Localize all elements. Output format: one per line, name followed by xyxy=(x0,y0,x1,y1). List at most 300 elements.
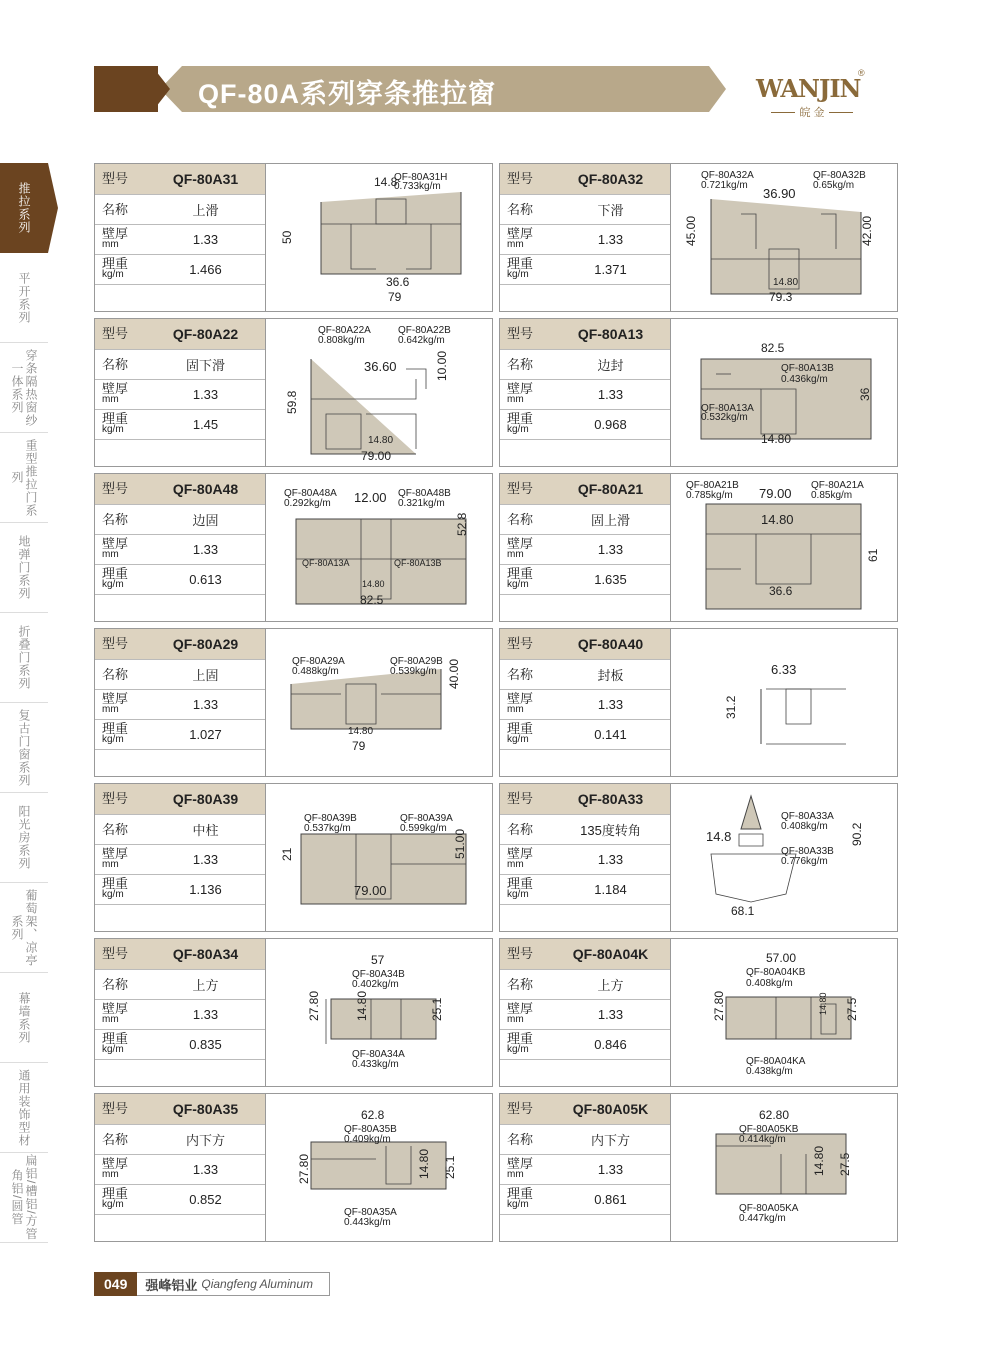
dimension-label: 0.532kg/m xyxy=(701,412,748,423)
dimension-label: 0.409kg/m xyxy=(344,1134,391,1145)
weight-value: 1.371 xyxy=(551,254,670,284)
dimension-label: 0.436kg/m xyxy=(781,374,828,385)
dimension-label: 27.80 xyxy=(712,990,726,1021)
wall-label: 壁厚 xyxy=(507,846,534,861)
model-value: QF-80A48 xyxy=(146,474,265,504)
profile-drawing xyxy=(671,1094,897,1241)
dimension-label: QF-80A13B xyxy=(394,558,442,568)
sidebar-item[interactable] xyxy=(0,253,48,343)
dimension-label: 27.80 xyxy=(307,990,321,1021)
dimension-label: 36 xyxy=(858,387,872,401)
wall-unit: mm xyxy=(102,1014,119,1025)
page-title: QF-80A系列穿条推拉窗 xyxy=(198,79,497,109)
sidebar-item-label: 重型推拉门系列 xyxy=(10,438,38,517)
dimension-label: 52.8 xyxy=(455,512,469,536)
sidebar-item-label: 葡萄架、凉亭系列 xyxy=(10,888,38,967)
sidebar-item[interactable] xyxy=(0,163,48,253)
name-value: 上方 xyxy=(146,969,265,999)
name-value: 135度转角 xyxy=(551,814,670,844)
profile-outline xyxy=(331,999,436,1039)
profile-svg xyxy=(671,319,897,466)
dimension-label: 14.80 xyxy=(348,726,374,737)
weight-value: 0.835 xyxy=(146,1029,265,1059)
wall-unit: mm xyxy=(102,859,119,870)
dimension-label: 0.447kg/m xyxy=(739,1213,786,1224)
dimension-label: 12.00 xyxy=(354,490,387,505)
profile-svg xyxy=(671,164,897,311)
dimension-label: QF-80A21B xyxy=(686,480,739,491)
name-value: 下滑 xyxy=(551,194,670,224)
wall-value: 1.33 xyxy=(146,534,265,564)
dimension-label: QF-80A34A xyxy=(352,1049,405,1060)
model-value: QF-80A13 xyxy=(551,319,670,349)
wall-value: 1.33 xyxy=(551,534,670,564)
product-card xyxy=(499,163,898,312)
dimension-label: 82.5 xyxy=(761,341,785,355)
dimension-label: 45.00 xyxy=(684,215,698,246)
wall-unit: mm xyxy=(102,1169,119,1180)
dimension-label: QF-80A29B xyxy=(390,656,443,667)
sidebar-item-label: 穿条隔热窗纱一体系列 xyxy=(10,348,38,427)
profile-svg xyxy=(266,164,492,311)
spec-table xyxy=(500,164,670,285)
product-card xyxy=(94,473,493,622)
dimension-label: 0.539kg/m xyxy=(390,666,437,677)
profile-drawing xyxy=(266,784,492,931)
weight-label: 理重 xyxy=(507,1031,534,1046)
dimension-label: 14.80 xyxy=(368,435,394,446)
model-value: QF-80A05K xyxy=(551,1094,670,1124)
wall-label: 壁厚 xyxy=(102,1156,129,1171)
sidebar-item-label: 幕墙系列 xyxy=(17,991,31,1044)
dimension-label: QF-80A21A xyxy=(811,480,864,491)
name-value: 上滑 xyxy=(146,194,265,224)
dimension-label: QF-80A22B xyxy=(398,325,451,336)
model-value: QF-80A40 xyxy=(551,629,670,659)
dimension-label: 14.80 xyxy=(761,512,794,527)
profile-drawing xyxy=(671,164,897,311)
dimension-label: 0.292kg/m xyxy=(284,498,331,509)
name-label: 名称 xyxy=(95,349,146,379)
dimension-label: QF-80A35A xyxy=(344,1207,397,1218)
name-label: 名称 xyxy=(500,504,551,534)
wall-label: 壁厚 xyxy=(102,1001,129,1016)
dimension-label: QF-80A33A xyxy=(781,811,834,822)
dimension-label: 36.60 xyxy=(364,359,397,374)
spec-table xyxy=(95,1094,265,1215)
dimension-label: QF-80A05KB xyxy=(739,1124,799,1135)
dimension-label: 27.80 xyxy=(297,1153,311,1184)
dimension-label: 40.00 xyxy=(447,658,461,689)
model-value: QF-80A31 xyxy=(146,164,265,194)
profile-drawing xyxy=(671,629,897,776)
name-label: 名称 xyxy=(95,969,146,999)
profile-drawing xyxy=(266,939,492,1086)
wall-value: 1.33 xyxy=(551,999,670,1029)
profile-outline xyxy=(741,796,761,829)
dimension-label: QF-80A32A xyxy=(701,170,754,181)
product-card xyxy=(94,783,493,932)
wall-unit: mm xyxy=(102,394,119,405)
weight-label: 理重 xyxy=(102,1186,129,1201)
profile-svg xyxy=(671,629,897,776)
sidebar-item-label: 扁铝/槽铝/方管角铝/圆管 xyxy=(10,1154,38,1241)
model-value: QF-80A39 xyxy=(146,784,265,814)
name-value: 边固 xyxy=(146,504,265,534)
wall-label: 壁厚 xyxy=(507,1001,534,1016)
weight-value: 1.184 xyxy=(551,874,670,904)
weight-value: 1.45 xyxy=(146,409,265,439)
product-card xyxy=(94,318,493,467)
spec-table xyxy=(95,629,265,750)
weight-unit: kg/m xyxy=(507,889,529,900)
profile-svg xyxy=(266,1094,492,1241)
product-card xyxy=(499,783,898,932)
dimension-label: 0.721kg/m xyxy=(701,180,748,191)
name-value: 内下方 xyxy=(146,1124,265,1154)
sidebar-item[interactable] xyxy=(0,973,48,1063)
sidebar-item[interactable] xyxy=(0,613,48,703)
profile-drawing xyxy=(671,784,897,931)
wall-label: 壁厚 xyxy=(507,381,534,396)
wall-label: 壁厚 xyxy=(102,536,129,551)
dimension-label: QF-80A31H xyxy=(394,172,448,183)
weight-unit: kg/m xyxy=(102,1199,124,1210)
name-label: 名称 xyxy=(500,1124,551,1154)
dimension-label: 14.80 xyxy=(417,1148,431,1179)
dimension-label: 59.8 xyxy=(285,390,299,414)
dimension-label: 82.5 xyxy=(360,593,384,607)
profile-svg xyxy=(266,629,492,776)
weight-unit: kg/m xyxy=(507,734,529,745)
dimension-label: QF-80A04KA xyxy=(746,1056,806,1067)
dimension-label: QF-80A35B xyxy=(344,1124,397,1135)
profile-drawing xyxy=(671,319,897,466)
weight-unit: kg/m xyxy=(102,424,124,435)
model-value: QF-80A21 xyxy=(551,474,670,504)
dimension-label: 79.00 xyxy=(361,449,392,463)
dimension-label: QF-80A39A xyxy=(400,813,453,824)
dimension-label: 79.00 xyxy=(759,486,792,501)
weight-label: 理重 xyxy=(507,256,534,271)
spec-table xyxy=(95,164,265,285)
spec-table xyxy=(500,319,670,440)
dimension-label: 14.80 xyxy=(362,579,385,589)
model-label: 型号 xyxy=(95,939,146,969)
weight-label: 理重 xyxy=(507,566,534,581)
profile-outline xyxy=(739,834,763,846)
weight-unit: kg/m xyxy=(102,1044,124,1055)
sidebar-item-label: 推拉系列 xyxy=(17,182,31,234)
dimension-label: 50 xyxy=(280,230,294,244)
weight-unit: kg/m xyxy=(102,889,124,900)
dimension-label: 27.5 xyxy=(838,1152,852,1176)
wall-label: 壁厚 xyxy=(102,846,129,861)
profile-svg xyxy=(266,784,492,931)
dimension-label: 57 xyxy=(371,953,385,967)
dimension-label: 0.402kg/m xyxy=(352,979,399,990)
sidebar-item[interactable] xyxy=(0,703,48,793)
wall-label: 壁厚 xyxy=(507,536,534,551)
dimension-label: 31.2 xyxy=(724,695,738,719)
dimension-label: 51.00 xyxy=(453,828,467,859)
dimension-label: QF-80A04KB xyxy=(746,967,806,978)
dimension-label: 14.80 xyxy=(812,1145,826,1176)
dimension-label: 14.80 xyxy=(761,432,792,446)
dimension-label: 0.65kg/m xyxy=(813,180,855,191)
dimension-label: 21 xyxy=(280,847,294,861)
spec-table xyxy=(95,784,265,905)
sidebar-item[interactable] xyxy=(0,883,48,973)
series-sidebar xyxy=(0,163,48,1243)
name-label: 名称 xyxy=(95,504,146,534)
model-label: 型号 xyxy=(500,164,551,194)
dimension-label: 36.6 xyxy=(769,584,793,598)
logo-registered-mark: ® xyxy=(858,68,865,78)
model-value: QF-80A33 xyxy=(551,784,670,814)
weight-value: 1.027 xyxy=(146,719,265,749)
spec-table xyxy=(500,629,670,750)
sidebar-item[interactable] xyxy=(0,1063,48,1153)
name-label: 名称 xyxy=(95,659,146,689)
profile-svg xyxy=(671,1094,897,1241)
wall-value: 1.33 xyxy=(551,1154,670,1184)
dimension-label: QF-80A33B xyxy=(781,846,834,857)
dimension-label: 0.642kg/m xyxy=(398,335,445,346)
sidebar-item-label: 复古门窗系列 xyxy=(17,708,31,787)
wall-value: 1.33 xyxy=(146,999,265,1029)
spec-table xyxy=(500,1094,670,1215)
dimension-label: 27.5 xyxy=(845,997,859,1021)
dimension-label: 79.00 xyxy=(354,883,387,898)
model-label: 型号 xyxy=(500,629,551,659)
company-name-cn: 强峰铝业 xyxy=(145,1277,198,1293)
product-card xyxy=(499,938,898,1087)
dimension-label: 6.33 xyxy=(771,662,797,677)
weight-unit: kg/m xyxy=(102,269,124,280)
name-value: 上方 xyxy=(551,969,670,999)
model-value: QF-80A29 xyxy=(146,629,265,659)
dimension-label: 0.599kg/m xyxy=(400,823,447,834)
sidebar-item-label: 通用装饰型材 xyxy=(17,1068,31,1147)
sidebar-item-label: 折叠门系列 xyxy=(17,625,31,690)
name-value: 封板 xyxy=(551,659,670,689)
profile-drawing xyxy=(266,164,492,311)
dimension-label: 61 xyxy=(866,548,880,562)
name-label: 名称 xyxy=(95,194,146,224)
weight-label: 理重 xyxy=(102,566,129,581)
dimension-label: 42.00 xyxy=(860,215,874,246)
dimension-label: 62.80 xyxy=(759,1108,790,1122)
weight-label: 理重 xyxy=(507,411,534,426)
model-label: 型号 xyxy=(500,474,551,504)
profile-svg xyxy=(671,474,897,621)
dimension-label: 0.443kg/m xyxy=(344,1217,391,1228)
wall-label: 壁厚 xyxy=(507,691,534,706)
profile-drawing xyxy=(671,939,897,1086)
profile-outline xyxy=(726,997,851,1039)
weight-unit: kg/m xyxy=(507,579,529,590)
weight-value: 0.861 xyxy=(551,1184,670,1214)
name-label: 名称 xyxy=(500,814,551,844)
page-number: 049 xyxy=(94,1272,137,1296)
wall-unit: mm xyxy=(507,549,524,560)
name-value: 固下滑 xyxy=(146,349,265,379)
logo-wordmark: WANJIN xyxy=(756,74,861,103)
spec-table xyxy=(95,939,265,1060)
dimension-label: 14.80 xyxy=(818,992,828,1015)
dimension-label: 14.80 xyxy=(355,990,369,1021)
model-value: QF-80A35 xyxy=(146,1094,265,1124)
sidebar-item[interactable] xyxy=(0,793,48,883)
wall-value: 1.33 xyxy=(146,689,265,719)
wall-unit: mm xyxy=(507,394,524,405)
dimension-label: 57.00 xyxy=(766,951,797,965)
product-card xyxy=(94,628,493,777)
dimension-label: QF-80A48B xyxy=(398,488,451,499)
model-label: 型号 xyxy=(95,474,146,504)
wall-label: 壁厚 xyxy=(102,381,129,396)
dimension-label: QF-80A32B xyxy=(813,170,866,181)
name-label: 名称 xyxy=(500,969,551,999)
sidebar-item[interactable] xyxy=(0,343,48,433)
wall-value: 1.33 xyxy=(551,689,670,719)
dimension-label: QF-80A48A xyxy=(284,488,337,499)
weight-label: 理重 xyxy=(102,256,129,271)
wall-unit: mm xyxy=(102,704,119,715)
name-value: 中柱 xyxy=(146,814,265,844)
dimension-label: 0.438kg/m xyxy=(746,1066,793,1077)
profile-outline xyxy=(291,669,441,729)
wall-unit: mm xyxy=(102,239,119,250)
product-card xyxy=(499,1093,898,1242)
page-footer xyxy=(94,1272,330,1296)
wall-label: 壁厚 xyxy=(102,691,129,706)
sidebar-item[interactable] xyxy=(0,1153,48,1243)
dimension-label: 36.6 xyxy=(386,275,410,289)
dimension-label: 0.408kg/m xyxy=(746,978,793,989)
wall-value: 1.33 xyxy=(551,224,670,254)
dimension-label: 0.488kg/m xyxy=(292,666,339,677)
logo-chinese-name: 皖 金 xyxy=(799,107,825,119)
dimension-label: 0.433kg/m xyxy=(352,1059,399,1070)
product-card xyxy=(94,1093,493,1242)
wall-value: 1.33 xyxy=(146,844,265,874)
wall-unit: mm xyxy=(507,704,524,715)
dimension-label: 0.733kg/m xyxy=(394,181,441,192)
name-label: 名称 xyxy=(500,659,551,689)
profile-drawing xyxy=(266,319,492,466)
dimension-label: 79 xyxy=(352,739,366,753)
dimension-label: QF-80A05KA xyxy=(739,1203,799,1214)
sidebar-item[interactable] xyxy=(0,433,48,523)
weight-unit: kg/m xyxy=(507,269,529,280)
model-value: QF-80A32 xyxy=(551,164,670,194)
dimension-label: 0.808kg/m xyxy=(318,335,365,346)
dimension-label: 10.00 xyxy=(435,350,449,381)
wall-unit: mm xyxy=(507,1169,524,1180)
name-value: 内下方 xyxy=(551,1124,670,1154)
dimension-label: 14.8 xyxy=(374,175,398,189)
name-label: 名称 xyxy=(95,814,146,844)
dimension-label: 79.3 xyxy=(769,290,793,304)
header-arrow xyxy=(110,66,170,112)
weight-label: 理重 xyxy=(102,411,129,426)
wall-value: 1.33 xyxy=(146,379,265,409)
weight-value: 0.968 xyxy=(551,409,670,439)
spec-table xyxy=(500,939,670,1060)
dimension-label: 36.90 xyxy=(763,186,796,201)
weight-unit: kg/m xyxy=(507,1044,529,1055)
wall-label: 壁厚 xyxy=(507,1156,534,1171)
model-label: 型号 xyxy=(500,784,551,814)
model-value: QF-80A22 xyxy=(146,319,265,349)
wall-value: 1.33 xyxy=(146,224,265,254)
wall-unit: mm xyxy=(507,239,524,250)
weight-unit: kg/m xyxy=(102,579,124,590)
name-value: 上固 xyxy=(146,659,265,689)
dimension-label: 68.1 xyxy=(731,904,755,918)
dimension-label: 0.85kg/m xyxy=(811,490,853,501)
model-label: 型号 xyxy=(500,319,551,349)
weight-label: 理重 xyxy=(507,876,534,891)
product-card xyxy=(499,628,898,777)
weight-unit: kg/m xyxy=(102,734,124,745)
dimension-label: QF-80A13A xyxy=(701,403,754,414)
dimension-label: 0.785kg/m xyxy=(686,490,733,501)
profile-drawing xyxy=(266,629,492,776)
company-name-en: Qiangfeng Aluminum xyxy=(201,1277,313,1291)
spec-table xyxy=(500,784,670,905)
dimension-label: 0.321kg/m xyxy=(398,498,445,509)
dimension-label: 0.408kg/m xyxy=(781,821,828,832)
weight-value: 1.635 xyxy=(551,564,670,594)
dimension-label: 14.80 xyxy=(773,277,799,288)
dimension-label: 90.2 xyxy=(850,822,864,846)
name-label: 名称 xyxy=(500,194,551,224)
wall-value: 1.33 xyxy=(146,1154,265,1184)
dimension-label: QF-80A13A xyxy=(302,558,350,568)
wall-value: 1.33 xyxy=(551,844,670,874)
dimension-label: 0.537kg/m xyxy=(304,823,351,834)
sidebar-item-label: 地弹门系列 xyxy=(17,535,31,600)
profile-drawing xyxy=(266,1094,492,1241)
weight-value: 0.141 xyxy=(551,719,670,749)
dimension-label: 0.776kg/m xyxy=(781,856,828,867)
model-label: 型号 xyxy=(500,939,551,969)
brand-logo xyxy=(756,68,868,119)
profile-svg xyxy=(266,319,492,466)
dimension-label: 14.8 xyxy=(706,829,732,844)
model-value: QF-80A34 xyxy=(146,939,265,969)
dimension-label: 79 xyxy=(388,290,402,304)
weight-label: 理重 xyxy=(102,876,129,891)
wall-value: 1.33 xyxy=(551,379,670,409)
wall-unit: mm xyxy=(102,549,119,560)
profile-drawing xyxy=(266,474,492,621)
weight-value: 0.852 xyxy=(146,1184,265,1214)
profile-svg xyxy=(671,939,897,1086)
model-label: 型号 xyxy=(500,1094,551,1124)
model-label: 型号 xyxy=(95,784,146,814)
wall-unit: mm xyxy=(507,859,524,870)
model-label: 型号 xyxy=(95,629,146,659)
sidebar-item[interactable] xyxy=(0,523,48,613)
model-label: 型号 xyxy=(95,1094,146,1124)
weight-label: 理重 xyxy=(507,721,534,736)
weight-label: 理重 xyxy=(102,721,129,736)
name-value: 边封 xyxy=(551,349,670,379)
